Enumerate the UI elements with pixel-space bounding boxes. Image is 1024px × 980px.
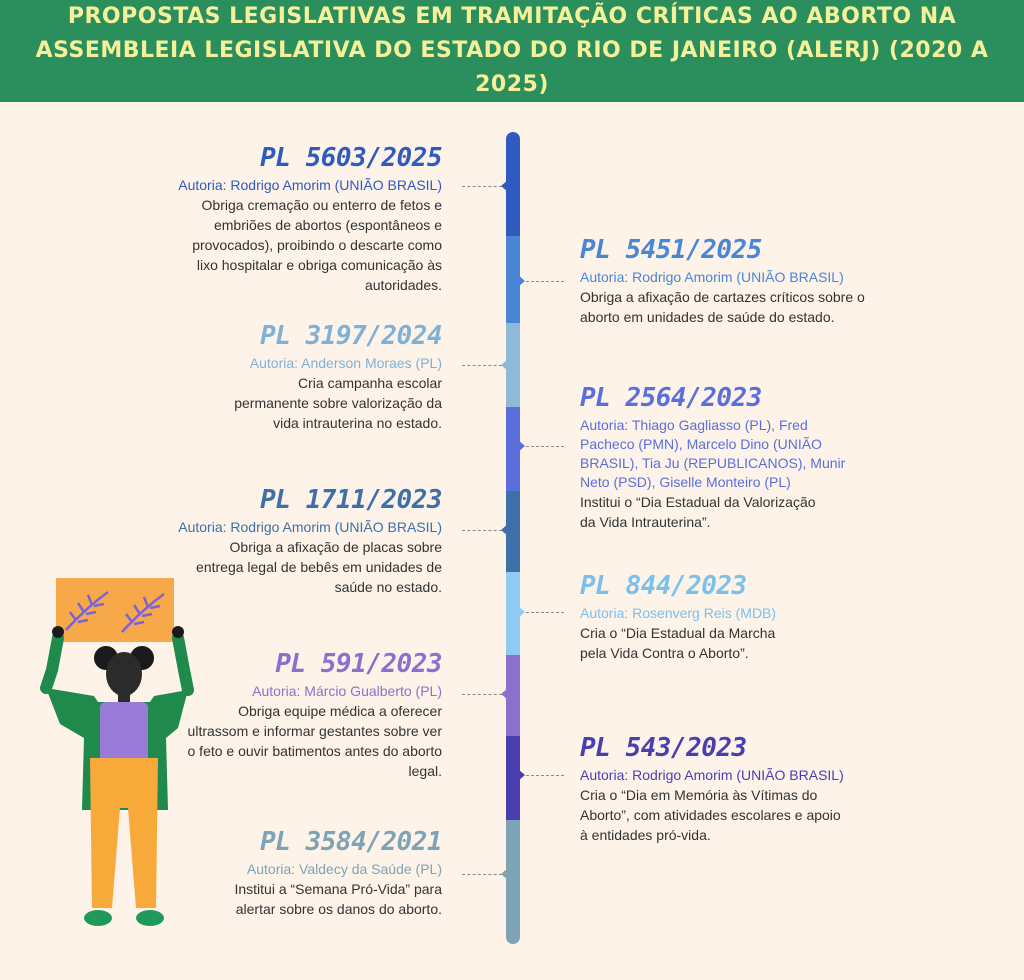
timeline-bar (506, 132, 520, 944)
bill-number: PL 591/2023 (275, 649, 442, 679)
bill-number: PL 5603/2025 (260, 143, 442, 173)
connector-line (462, 365, 502, 366)
bill-number: PL 1711/2023 (260, 485, 442, 515)
bill-description: Cria o “Dia em Memória às Vítimas do Aborto”, com atividades escolares e apoio à entidades pró-vida. (580, 787, 841, 843)
timeline-marker (518, 275, 525, 287)
bill-number: PL 2564/2023 (580, 383, 762, 413)
purple-shirt (100, 702, 148, 762)
bill-author: Autoria: Rodrigo Amorim (UNIÃO BRASIL) (178, 519, 442, 535)
bill-description: Institui a “Semana Pró-Vida” para alertar sobre os danos do aborto. (234, 881, 442, 917)
neck (118, 692, 130, 702)
left-arm (46, 638, 58, 688)
page-title (0, 0, 1024, 102)
bill-author: Autoria: Valdecy da Saúde (PL) (246, 861, 442, 877)
connector-line (462, 186, 502, 187)
left-shoe (84, 910, 112, 926)
bill-number: PL 543/2023 (580, 733, 747, 763)
timeline-marker (501, 868, 508, 880)
head (106, 652, 142, 696)
bill-author: Autoria: Rodrigo Amorim (UNIÃO BRASIL) (580, 269, 844, 285)
connector-line (526, 281, 564, 282)
timeline-marker (501, 524, 508, 536)
timeline-marker (518, 769, 525, 781)
title-line-2: ASSEMBLEIA LEGISLATIVA DO ESTADO DO RIO DE JANEIRO (ALERJ) (2020 A 2025) (35, 38, 989, 97)
connector-line (526, 612, 564, 613)
timeline-segment (506, 491, 520, 572)
header-banner (0, 0, 1024, 102)
timeline-entry (180, 648, 442, 781)
right-arm (178, 638, 188, 690)
timeline-segment (506, 820, 520, 944)
bill-author: Autoria: Anderson Moraes (PL) (249, 355, 442, 371)
timeline-entry (580, 732, 870, 845)
left-hand (52, 626, 64, 638)
bill-description: Obriga a afixação de placas sobre entrega legal de bebês em unidades de saúde no estado. (196, 539, 442, 595)
timeline-entry (180, 826, 442, 919)
timeline-entry (140, 320, 442, 433)
connector-line (526, 775, 564, 776)
bill-description: Institui o “Dia Estadual da Valorização da Vida Intrauterina”. (580, 494, 816, 530)
timeline-marker (501, 359, 508, 371)
timeline-marker (501, 180, 508, 192)
bill-number: PL 5451/2025 (580, 235, 762, 265)
bill-number: PL 3584/2021 (260, 827, 442, 857)
timeline-entry (580, 234, 890, 327)
bill-author: Autoria: Rodrigo Amorim (UNIÃO BRASIL) (178, 177, 442, 193)
timeline-entry (140, 142, 442, 295)
bill-description: Cria o “Dia Estadual da Marcha pela Vida Contra o Aborto”. (580, 625, 776, 661)
timeline-segment (506, 132, 520, 236)
bill-number: PL 3197/2024 (260, 321, 442, 351)
timeline-marker (501, 688, 508, 700)
orange-pants (90, 758, 158, 908)
right-hand (172, 626, 184, 638)
connector-line (462, 874, 502, 875)
connector-line (526, 446, 564, 447)
connector-line (462, 694, 502, 695)
protester-illustration (38, 578, 198, 950)
bill-author: Autoria: Rosenverg Reis (MDB) (580, 605, 777, 621)
bill-description: Obriga a afixação de cartazes críticos sobre o aborto em unidades de saúde do estado. (580, 289, 865, 325)
bill-description: Cria campanha escolar permanente sobre valorização da vida intrauterina no estado. (234, 375, 442, 431)
bill-description: Obriga cremação ou enterro de fetos e embriões de abortos (espontâneos e provocados), proibindo o descarte como lixo hospitalar e obriga comunicação às autoridades. (192, 197, 442, 293)
bill-author: Autoria: Thiago Gagliasso (PL), Fred Pacheco (PMN), Marcelo Dino (UNIÃO BRASIL), Tia Ju (REPUBLICANOS), Munir Neto (PSD), Giselle Monteiro (PL) (580, 417, 846, 490)
timeline-marker (518, 606, 525, 618)
title-line-1: PROPOSTAS LEGISLATIVAS EM TRAMITAÇÃO CRÍTICAS AO ABORTO NA (67, 4, 957, 29)
timeline-segment (506, 655, 520, 736)
timeline-entry (580, 570, 840, 663)
bill-author: Autoria: Márcio Gualberto (PL) (252, 683, 442, 699)
protest-sign (56, 578, 174, 642)
bill-description: Obriga equipe médica a oferecer ultrassom e informar gestantes sobre ver o feto e ouvir batimentos antes do aborto legal. (187, 703, 442, 779)
connector-line (462, 530, 502, 531)
bill-author: Autoria: Rodrigo Amorim (UNIÃO BRASIL) (580, 767, 844, 783)
timeline-marker (518, 440, 525, 452)
timeline-segment (506, 323, 520, 407)
timeline-entry (580, 382, 860, 532)
bill-number: PL 844/2023 (580, 571, 747, 601)
right-shoe (136, 910, 164, 926)
